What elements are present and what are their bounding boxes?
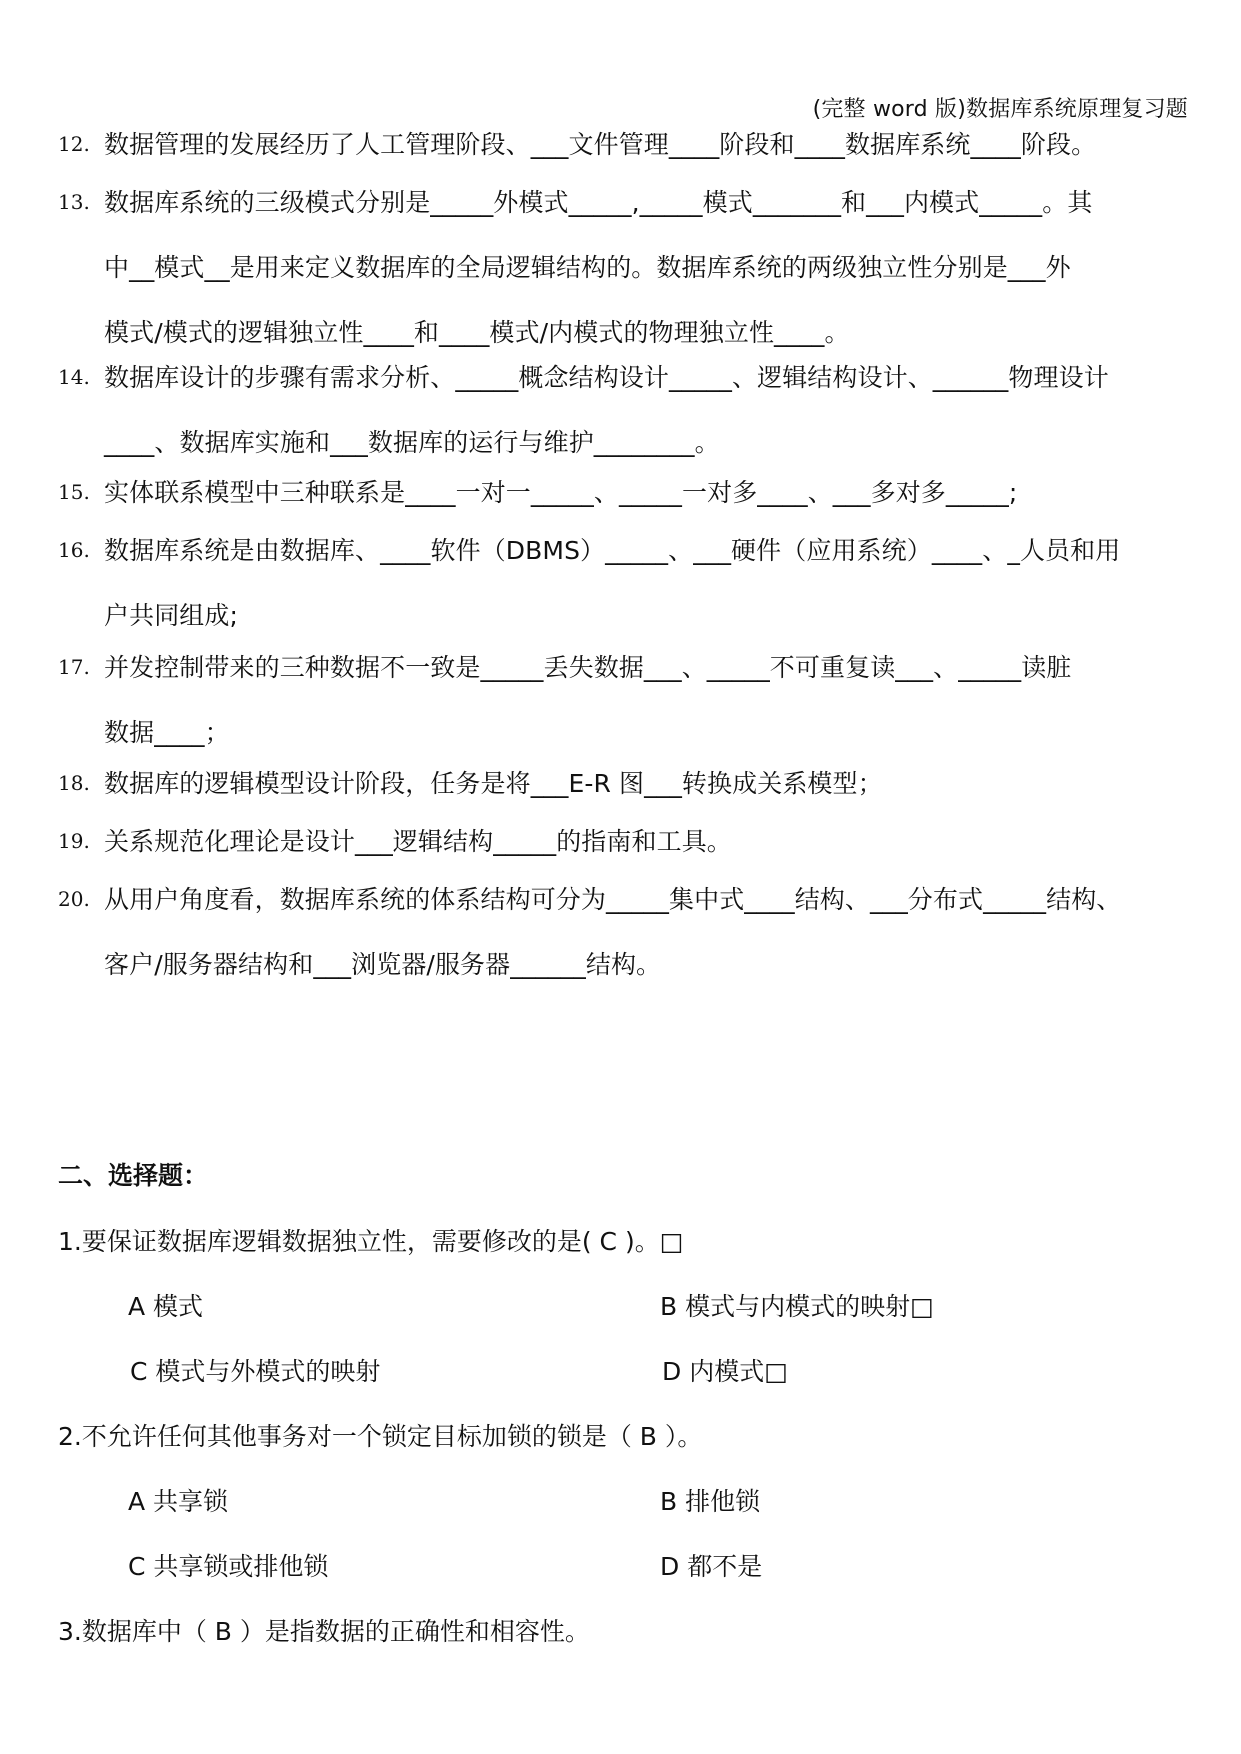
item-number: 20.: [58, 887, 90, 911]
item-text-line: 户共同组成;: [104, 601, 239, 630]
page-header-title: (完整 word 版)数据库系统原理复习题: [812, 97, 1188, 122]
item-text-line: 模式/模式的逻辑独立性____和____模式/内模式的物理独立性____。: [104, 318, 850, 347]
choice-option-d: D 内模式□: [662, 1357, 788, 1386]
fill-item-12: [58, 112, 1198, 177]
item-number: 12.: [58, 132, 90, 156]
choice-option-d: D 都不是: [660, 1552, 763, 1581]
item-number: 17.: [58, 655, 90, 679]
item-text-line: 关系规范化理论是设计___逻辑结构_____的指南和工具。: [104, 827, 732, 856]
choice-option-c: C 共享锁或排他锁: [128, 1552, 329, 1581]
fill-item-15: [58, 460, 1198, 525]
section-title: 二、选择题：: [58, 1161, 209, 1190]
choice-question-1: 1.要保证数据库逻辑数据独立性，需要修改的是( C )。□: [58, 1227, 684, 1256]
fill-item-14: [58, 345, 1198, 475]
fill-item-19: [58, 809, 1198, 874]
item-text-line: 数据库系统是由数据库、____软件（DBMS）_____、___硬件（应用系统）____、_人员和用: [104, 536, 1121, 565]
choice-question-3: 3.数据库中（ B ）是指数据的正确性和相容性。: [58, 1617, 590, 1646]
choice-option-a: A 模式: [128, 1292, 204, 1321]
choice-option-a: A 共享锁: [128, 1487, 229, 1516]
fill-item-20: [58, 867, 1198, 997]
item-text-line: 客户/服务器结构和___浏览器/服务器______结构。: [104, 950, 662, 979]
item-number: 16.: [58, 538, 90, 562]
item-text-line: 数据库系统的三级模式分别是_____外模式_____,_____模式_______和___内模式_____。其: [104, 188, 1093, 217]
item-number: 19.: [58, 829, 90, 853]
item-number: 13.: [58, 190, 90, 214]
item-text-line: 数据库的逻辑模型设计阶段，任务是将___E-R 图___转换成关系模型；: [104, 769, 883, 798]
item-text-line: 数据____；: [104, 718, 230, 747]
choice-option-c: C 模式与外模式的映射: [130, 1357, 381, 1386]
item-text-line: 并发控制带来的三种数据不一致是_____丢失数据___、_____不可重复读___、_____读脏: [104, 653, 1072, 682]
item-text-line: 数据库设计的步骤有需求分析、_____概念结构设计_____、逻辑结构设计、______物理设计: [104, 363, 1109, 392]
item-text-line: 从用户角度看，数据库系统的体系结构可分为_____集中式____结构、___分布式_____结构、: [104, 885, 1122, 914]
fill-item-13: [58, 170, 1198, 365]
item-text-line: 中__模式__是用来定义数据库的全局逻辑结构的。数据库系统的两级独立性分别是___外: [104, 253, 1071, 282]
item-number: 14.: [58, 365, 90, 389]
item-text-line: 数据管理的发展经历了人工管理阶段、___文件管理____阶段和____数据库系统____阶段。: [104, 130, 1097, 159]
choice-question-2: 2.不允许任何其他事务对一个锁定目标加锁的锁是（ B ）。: [58, 1422, 703, 1451]
item-number: 15.: [58, 480, 90, 504]
item-text-line: 实体联系模型中三种联系是____一对一_____、_____一对多____、___多对多_____;: [104, 478, 1018, 507]
item-number: 18.: [58, 771, 90, 795]
fill-item-17: [58, 635, 1198, 765]
item-text-line: ____、数据库实施和___数据库的运行与维护________。: [104, 428, 720, 457]
fill-item-18: [58, 751, 1198, 816]
choice-option-b: B 模式与内模式的映射□: [660, 1292, 934, 1321]
choice-option-b: B 排他锁: [660, 1487, 761, 1516]
fill-item-16: [58, 518, 1198, 648]
